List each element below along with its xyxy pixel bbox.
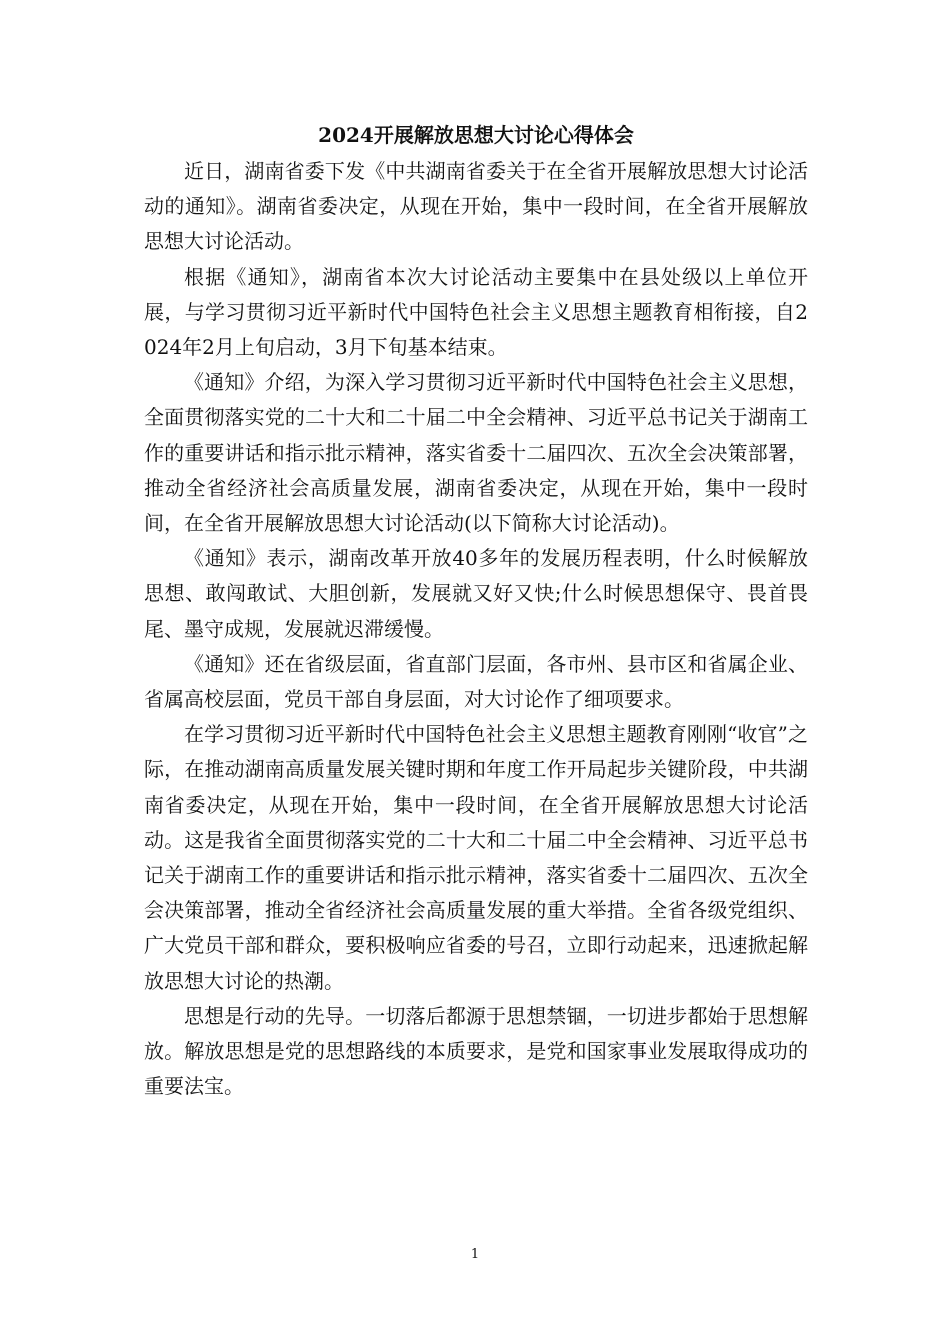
paragraph: 《通知》表示，湖南改革开放40多年的发展历程表明，什么时候解放思想、敢闯敢试、大胆创新，发展就又好又快;什么时候思想保守、畏首畏尾、墨守成规，发展就迟滞缓慢。	[144, 546, 808, 641]
paragraph: 《通知》介绍，为深入学习贯彻习近平新时代中国特色社会主义思想，全面贯彻落实党的二十大和二十届二中全会精神、习近平总书记关于湖南工作的重要讲话和指示批示精神，落实省委十二届四次、五次全会决策部署，推动全省经济社会高质量发展，湖南省委决定，从现在开始，集中一段时间，在全省开展解放思想大讨论活动(以下简称大讨论活动)。	[144, 370, 808, 536]
paragraph: 《通知》还在省级层面，省直部门层面，各市州、县市区和省属企业、省属高校层面，党员干部自身层面，对大讨论作了细项要求。	[144, 651, 808, 712]
document-title: 2024开展解放思想大讨论心得体会	[318, 123, 634, 147]
paragraph: 根据《通知》，湖南省本次大讨论活动主要集中在县处级以上单位开展，与学习贯彻习近平新时代中国特色社会主义思想主题教育相衔接，自2024年2月上旬启动，3月下旬基本结束。	[144, 264, 808, 360]
document-body	[144, 118, 808, 1104]
paragraph: 在学习贯彻习近平新时代中国特色社会主义思想主题教育刚刚“收官”之际，在推动湖南高质量发展关键时期和年度工作开局起步关键阶段，中共湖南省委决定，从现在开始，集中一段时间，在全省开展解放思想大讨论活动。这是我省全面贯彻落实党的二十大和二十届二中全会精神、习近平总书记关于湖南工作的重要讲话和指示批示精神，落实省委十二届四次、五次全会决策部署，推动全省经济社会高质量发展的重大举措。全省各级党组织、广大党员干部和群众，要积极响应省委的号召，立即行动起来，迅速掀起解放思想大讨论的热潮。	[144, 722, 808, 993]
paragraph: 思想是行动的先导。一切落后都源于思想禁锢，一切进步都始于思想解放。解放思想是党的思想路线的本质要求，是党和国家事业发展取得成功的重要法宝。	[144, 1003, 808, 1099]
paragraph: 近日，湖南省委下发《中共湖南省委关于在全省开展解放思想大讨论活动的通知》。湖南省委决定，从现在开始，集中一段时间，在全省开展解放思想大讨论活动。	[144, 159, 808, 254]
page-number: 1	[470, 1247, 480, 1262]
